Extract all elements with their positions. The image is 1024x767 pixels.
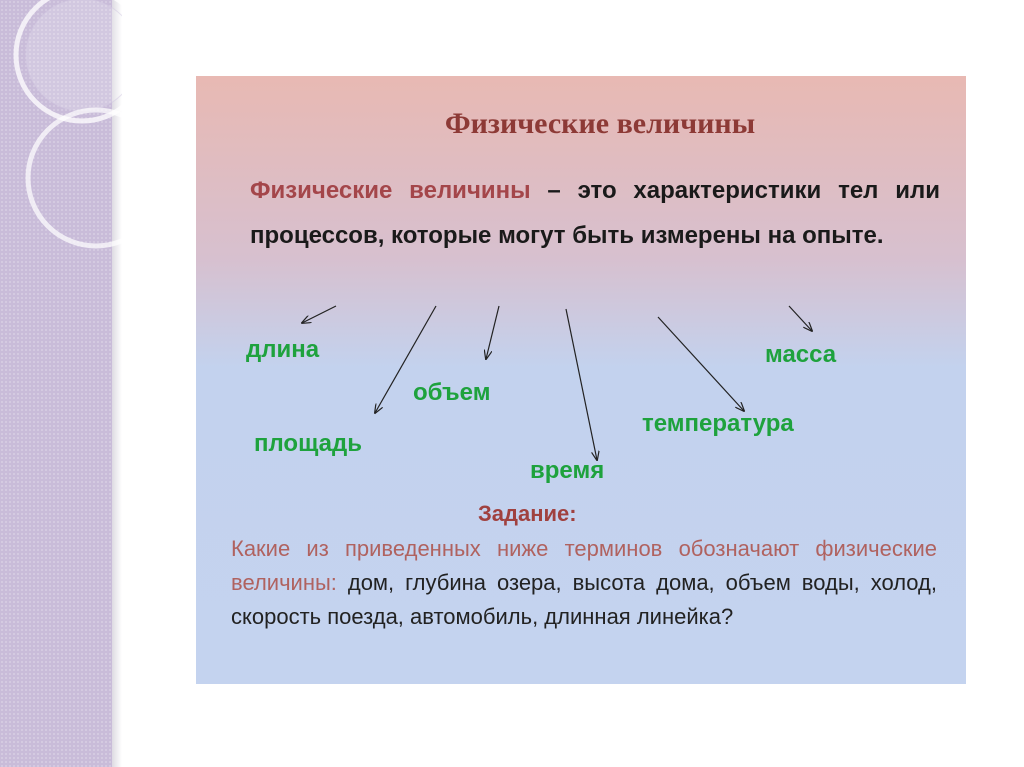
task-terms: дом, глубина озера, высота дома, объем воды, холод, скорость поезда, автомобиль, длинная линейка? — [231, 570, 937, 629]
quantity-time: время — [530, 457, 605, 484]
arrow-to-time — [566, 309, 597, 460]
quantity-mass: масса — [765, 341, 837, 368]
quantity-area: площадь — [254, 430, 362, 457]
definition-term: Физические величины — [250, 177, 531, 204]
task-question: Какие из приведенных ниже терминов обозначают физические величины: — [231, 536, 937, 595]
arrow-to-temperature — [658, 317, 744, 411]
quantity-temperature: температура — [642, 410, 794, 437]
arrow-to-length — [302, 306, 336, 323]
quantity-volume: объем — [413, 379, 491, 406]
quantity-length: длина — [246, 336, 320, 363]
definition-rest: – это характеристики тел или процессов, которые могут быть измерены на опыте. — [250, 177, 940, 249]
arrow-to-mass — [789, 306, 812, 331]
task-title: Задание: — [478, 501, 577, 526]
task-text — [231, 532, 937, 634]
slide-title: Физические величины — [444, 107, 756, 140]
arrow-to-volume — [486, 306, 499, 359]
